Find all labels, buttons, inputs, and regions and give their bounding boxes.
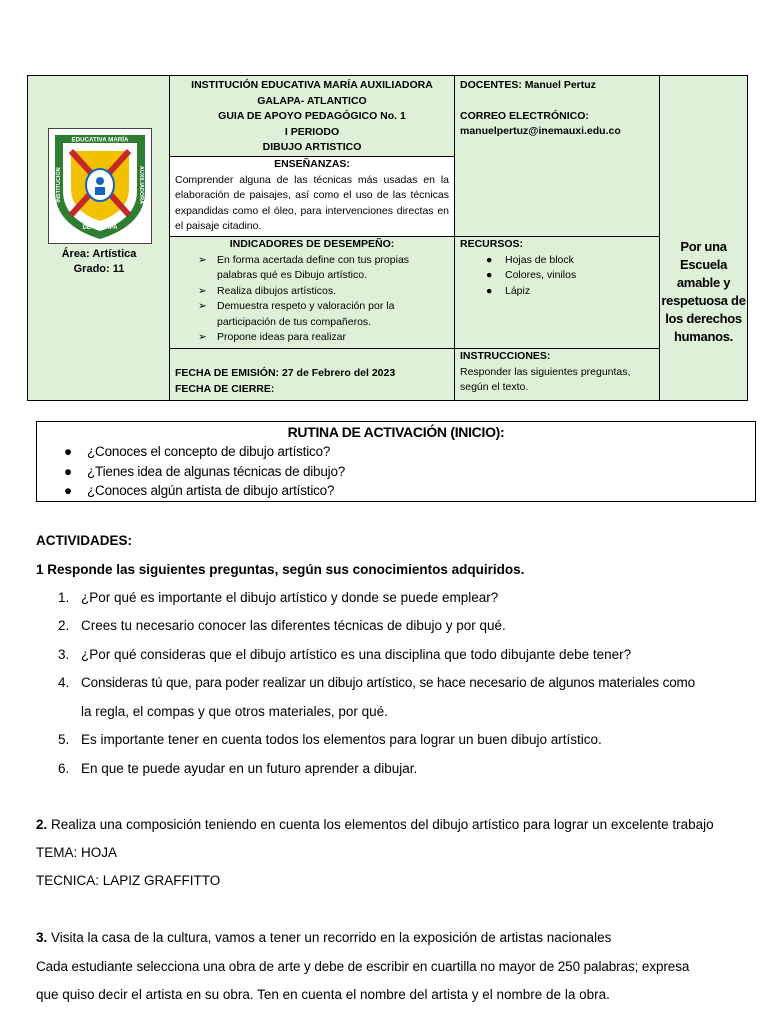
instrucciones-text: Responder las siguientes preguntas, según el texto.	[460, 365, 631, 393]
docentes-cell	[455, 76, 660, 237]
recursos-cell	[455, 237, 660, 349]
list-item: ➢ En forma acertada define con tus propias palabras qué es Dibujo artístico.	[198, 253, 410, 281]
list-item: ➢ Realiza dibujos artísticos.	[170, 284, 454, 300]
item-number: 5.	[58, 732, 70, 747]
list-item: ➢ Propone ideas para realizar	[170, 330, 454, 346]
recursos-title: RECURSOS:	[460, 238, 524, 250]
fecha-cierre: FECHA DE CIERRE:	[175, 382, 275, 395]
item-number: 3.	[58, 647, 70, 662]
bullet-icon: ●	[486, 253, 493, 266]
indicadores-list	[170, 253, 454, 346]
actividades-title: ACTIVIDADES:	[36, 533, 133, 548]
list-item: ● ¿Conoces el concepto de dibujo artístico?	[37, 442, 755, 462]
header-table	[27, 75, 748, 401]
question-3-text: Visita la casa de la cultura, vamos a tener un recorrido en la exposición de artistas nacionales	[47, 930, 612, 945]
correo-label: CORREO ELECTRÓNICO:	[460, 109, 589, 122]
arrow-bullet-icon: ➢	[198, 300, 207, 312]
school-logo	[48, 128, 152, 244]
list-item: ● ¿Tienes idea de algunas técnicas de dibujo?	[37, 462, 755, 482]
guide-number: GUIA DE APOYO PEDAGÓGICO No. 1	[218, 110, 406, 122]
bullet-icon: ●	[486, 269, 493, 281]
arrow-bullet-icon: ➢	[198, 284, 207, 297]
bullet-icon: ●	[64, 444, 72, 459]
logo-top-text: EDUCATIVA MARÍA	[71, 136, 129, 144]
question-3-line-3: que quiso decir el artista en su obra. Ten en cuenta el nombre del artista y el nombre de la obra.	[36, 987, 610, 1002]
docentes-label: DOCENTES: Manuel Pertuz	[460, 79, 596, 91]
rutina-box	[36, 421, 756, 502]
period: I PERIODO	[284, 125, 340, 138]
subject: DIBUJO ARTISTICO	[262, 141, 362, 153]
ensenanzas-cell	[170, 157, 455, 237]
question-item: Consideras tú que, para poder realizar un dibujo artístico, se hace necesario de algunos materiales como	[81, 675, 696, 690]
logo-cell	[28, 76, 170, 400]
item-number: 2.	[58, 618, 70, 633]
arrow-bullet-icon: ➢	[198, 253, 207, 266]
area-grade	[28, 247, 170, 277]
tecnica-label: TECNICA: LAPIZ GRAFFITTO	[36, 873, 221, 888]
institution-cell	[170, 76, 455, 157]
school-shield-icon	[49, 129, 151, 243]
bullet-icon: ●	[64, 463, 72, 479]
item-number: 6.	[58, 761, 70, 776]
logo-left-text: INSTITUCIÓN	[56, 167, 62, 203]
question-3-number: 3.	[36, 930, 48, 945]
institution-name: INSTITUCIÓN EDUCATIVA MARÍA AUXILIADORA	[191, 79, 433, 91]
question-item: Es importante tener en cuenta todos los elementos para lograr un buen dibujo artístico.	[81, 732, 602, 747]
item-number: 4.	[58, 675, 70, 690]
fecha-emision: FECHA DE EMISIÓN: 27 de Febrero del 2023	[175, 367, 396, 379]
correo-link[interactable]: manuelpertuz@inemauxi.edu.co	[460, 125, 621, 137]
list-item: ● Hojas de block	[460, 253, 654, 269]
rutina-list	[37, 442, 755, 501]
tema-label: TEMA: HOJA	[36, 845, 118, 860]
indicadores-title: INDICADORES DE DESEMPEÑO:	[229, 238, 395, 250]
logo-right-text: AUXILIADORA	[138, 165, 144, 205]
question-item: ¿Por qué es importante el dibujo artístico y donde se puede emplear?	[81, 590, 499, 605]
arrow-bullet-icon: ➢	[198, 331, 207, 343]
list-item: ● ¿Conoces algún artista de dibujo artístico?	[37, 481, 755, 501]
question-item-continuation: la regla, el compas y que otros materiales, por qué.	[81, 704, 388, 719]
list-item: ● Colores, vinilos	[460, 268, 654, 284]
institution-city: GALAPA- ATLANTICO	[257, 94, 367, 107]
question-2	[36, 815, 714, 834]
question-3	[36, 928, 611, 947]
bullet-icon: ●	[64, 483, 72, 498]
list-item: ➢ Demuestra respeto y valoración por la participación de tus compañeros.	[198, 300, 395, 328]
question-item: En que te puede ayudar en un futuro aprender a dibujar.	[81, 761, 418, 776]
logo-bottom-text: DE GALAPA	[82, 225, 118, 231]
list-item: ● Lápiz	[460, 284, 654, 300]
fechas-cell	[170, 349, 455, 400]
area-label: Área: Artística	[61, 248, 137, 260]
item-number: 1.	[58, 590, 70, 605]
grade-label: Grado: 11	[73, 263, 125, 275]
slogan-cell	[660, 76, 747, 400]
slogan-text: Por una Escuela amable y respetuosa de los derechos humanos.	[661, 239, 746, 344]
instrucciones-cell	[455, 349, 660, 400]
question-2-text: Realiza una composición teniendo en cuenta los elementos del dibujo artístico para lograr un excelente trabajo	[47, 817, 714, 832]
question-3-line-2: Cada estudiante selecciona una obra de arte y debe de escribir en cuartilla no mayor de 250 palabras; expresa	[36, 959, 690, 974]
ensenanzas-title: ENSEÑANZAS:	[274, 158, 350, 170]
question-2-number: 2.	[36, 817, 48, 832]
indicadores-cell	[170, 237, 455, 349]
question-item: ¿Por qué consideras que el dibujo artístico es una disciplina que todo dibujante debe tener?	[81, 647, 632, 662]
rutina-title: RUTINA DE ACTIVACIÓN (INICIO):	[287, 424, 505, 440]
question-item: Crees tu necesario conocer las diferentes técnicas de dibujo y por qué.	[81, 618, 506, 633]
bullet-icon: ●	[486, 284, 493, 297]
recursos-list	[460, 253, 654, 300]
question-1-title: 1 Responde las siguientes preguntas, según sus conocimientos adquiridos.	[36, 562, 525, 577]
instrucciones-title: INSTRUCCIONES:	[460, 350, 551, 362]
ensenanzas-text: Comprender alguna de las técnicas más usadas en la elaboración de paisajes, así como el uso de las técnicas expandidas como el óleo, para intervenciones directas en el paisaje citadino.	[175, 173, 449, 232]
